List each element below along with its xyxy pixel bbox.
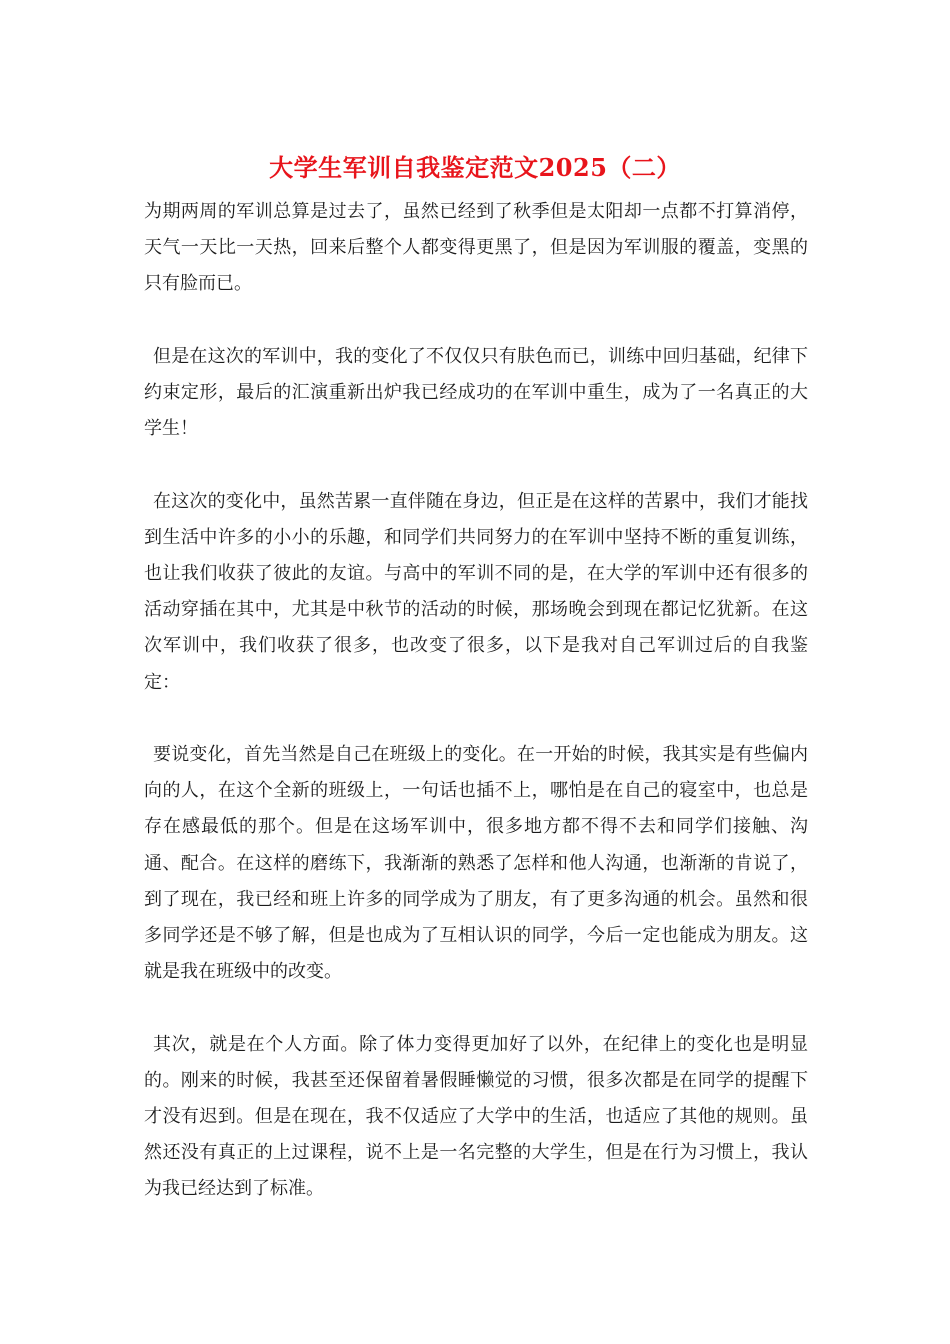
document-title: 大学生军训自我鉴定范文2025（二） xyxy=(269,153,681,182)
paragraph-2: 但是在这次的军训中，我的变化了不仅仅只有肤色而已，训练中回归基础，纪律下约束定形，最后的汇演重新出炉我已经成功的在军训中重生，成为了一名真正的大学生！ xyxy=(144,345,808,440)
document-body xyxy=(144,194,808,1244)
paragraph-1: 为期两周的军训总算是过去了，虽然已经到了秋季但是太阳却一点都不打算消停，天气一天比一天热，回来后整个人都变得更黑了，但是因为军训服的覆盖，变黑的只有脸而已。 xyxy=(144,201,808,295)
paragraph-4: 要说变化，首先当然是自己在班级上的变化。在一开始的时候，我其实是有些偏内向的人，在这个全新的班级上，一句话也插不上，哪怕是在自己的寝室中，也总是存在感最低的那个。但是在这场军训中，很多地方都不得不去和同学们接触、沟通、配合。在这样的磨练下，我渐渐的熟悉了怎样和他人沟通，也渐渐的肯说了，到了现在，我已经和班上许多的同学成为了朋友，有了更多沟通的机会。虽然和很多同学还是不够了解，但是也成为了互相认识的同学，今后一定也能成为朋友。这就是我在班级中的改变。 xyxy=(144,744,808,983)
paragraph-5: 其次，就是在个人方面。除了体力变得更加好了以外，在纪律上的变化也是明显的。刚来的时候，我甚至还保留着暑假睡懒觉的习惯，很多次都是在同学的提醒下才没有迟到。但是在现在，我不仅适应了大学中的生活，也适应了其他的规则。虽然还没有真正的上过课程，说不上是一名完整的大学生，但是在行为习惯上，我认为我已经达到了标准。 xyxy=(144,1033,808,1200)
paragraph-3: 在这次的变化中，虽然苦累一直伴随在身边，但正是在这样的苦累中，我们才能找到生活中许多的小小的乐趣，和同学们共同努力的在军训中坚持不断的重复训练，也让我们收获了彼此的友谊。与高中的军训不同的是，在大学的军训中还有很多的活动穿插在其中，尤其是中秋节的活动的时候，那场晚会到现在都记忆犹新。在这次军训中，我们收获了很多，也改变了很多，以下是我对自己军训过后的自我鉴定： xyxy=(144,490,808,693)
